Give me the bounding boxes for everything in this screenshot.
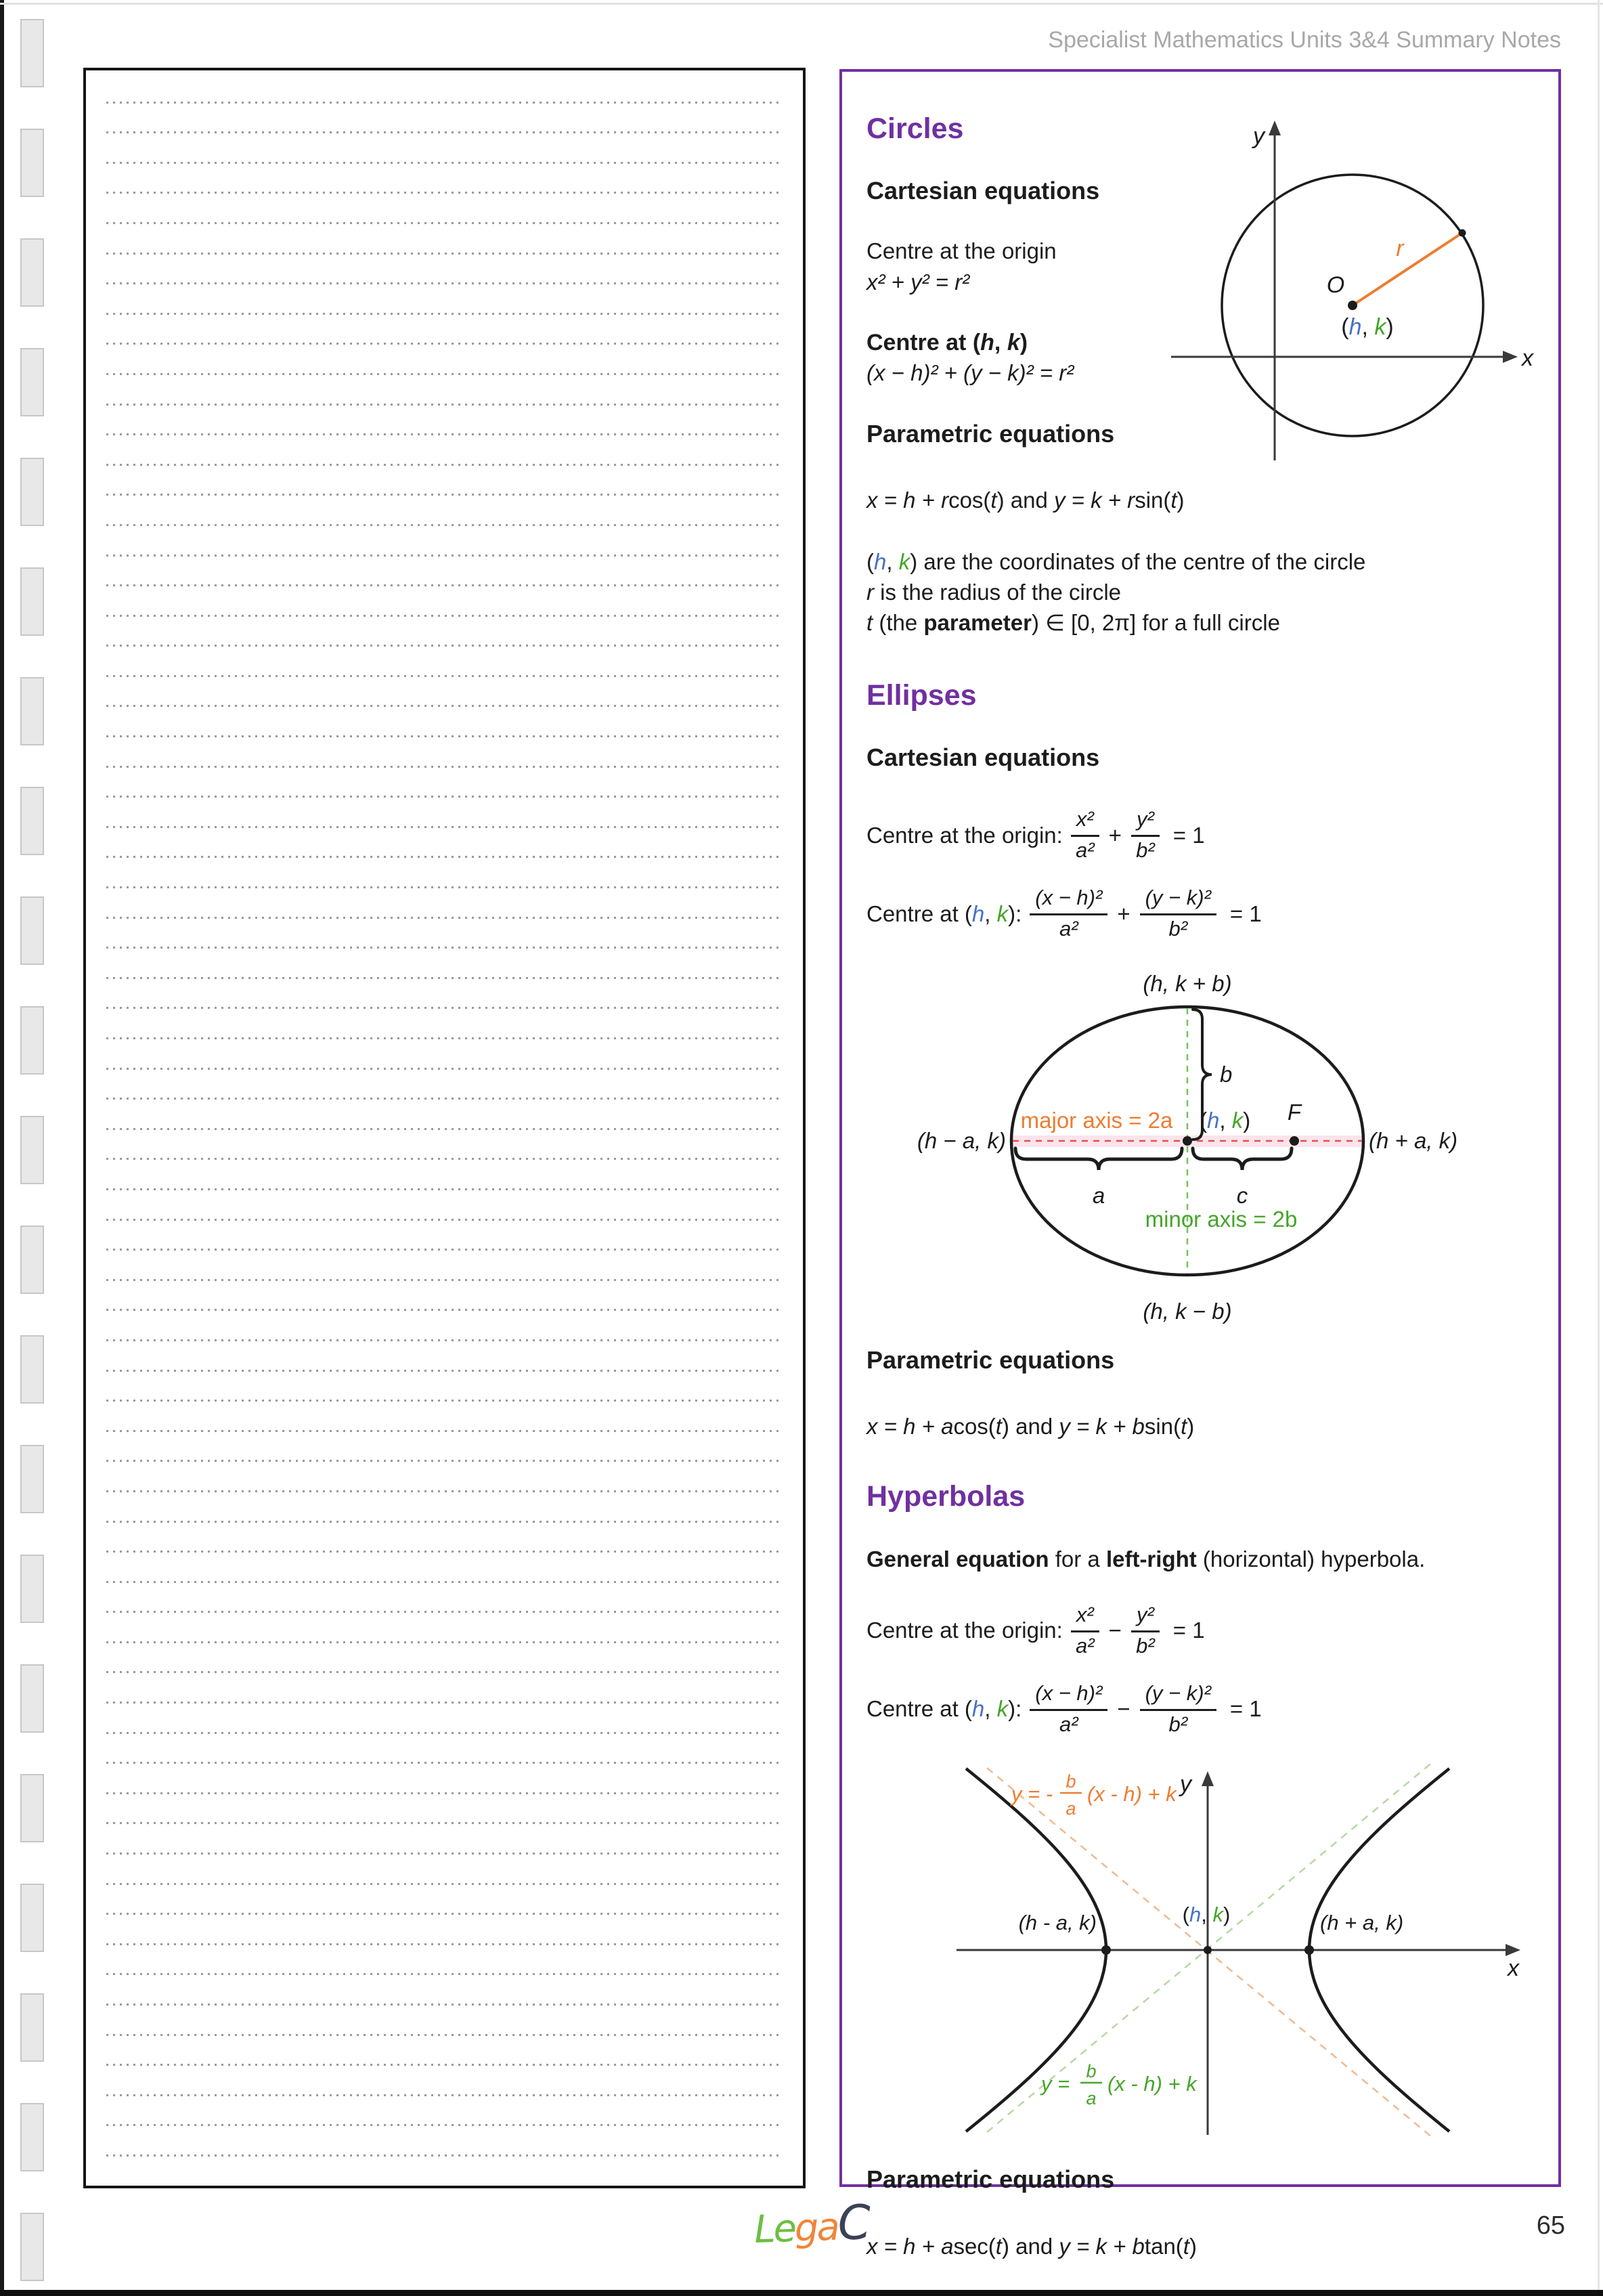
binder-tab: [20, 1335, 44, 1404]
note-line: [106, 1341, 783, 1372]
eq-segment: ) ∈ [0, 2π] for a full circle: [1031, 609, 1280, 635]
circle-origin-label: O: [1326, 272, 1345, 298]
page-bottom-edge: [0, 2290, 1603, 2296]
binder-tab: [20, 1993, 44, 2062]
svg-text:(x - h) + k: (x - h) + k: [1107, 2072, 1197, 2096]
note-line: [106, 586, 783, 617]
hyperbolas-parametric-heading: Parametric equations: [866, 2165, 1115, 2194]
eq-segment: left-right: [1105, 1546, 1197, 1572]
eq-segment: y = k + b: [1059, 2233, 1145, 2259]
note-line: [106, 1190, 783, 1221]
hyperbola-y-axis-label: y: [1180, 1771, 1191, 1798]
ellipse-origin-equation: [866, 796, 1534, 875]
note-line: [106, 919, 783, 949]
hyperbola-centre-equation: [866, 1670, 1534, 1748]
circles-note-t: [866, 608, 1534, 638]
note-line: [106, 1975, 783, 2006]
eq-segment: ) and: [1001, 2233, 1059, 2259]
note-line: [106, 737, 783, 768]
eq-segment: ,: [994, 330, 1007, 356]
minor-axis-label: minor axis = 2b: [1145, 1206, 1298, 1232]
circles-origin-label: Centre at the origin: [866, 238, 1057, 263]
binder-tab: [20, 19, 44, 87]
ellipses-parametric-equation: [866, 1412, 1534, 1442]
circles-cartesian-heading: Cartesian equations: [866, 177, 1100, 205]
note-line: [106, 194, 783, 224]
eq-prefix: [866, 1696, 1022, 1722]
note-line: [106, 647, 783, 677]
ellipses-parametric-heading: Parametric equations: [866, 1345, 1115, 1374]
eq-segment: cos(: [948, 488, 991, 513]
note-line: [106, 1311, 783, 1341]
note-line: [106, 1643, 783, 1674]
a-label: a: [1092, 1182, 1105, 1208]
note-line: [106, 1824, 783, 1855]
section-hyperbolas: [866, 1480, 1534, 2262]
note-line: [106, 2036, 783, 2066]
hyperbola-x-arrow: [1506, 1944, 1520, 1956]
note-line: [106, 1160, 783, 1190]
circle-radius-dot: [1459, 230, 1466, 237]
eq-segment: x² + y² = r²: [866, 269, 970, 295]
eq-segment: ,: [984, 1696, 997, 1722]
note-line: [106, 1794, 783, 1825]
eq-segment: (x − h)² + (y − k)² = r²: [866, 360, 1074, 386]
binder-tab: [20, 2213, 44, 2281]
eq-segment: (: [866, 549, 874, 575]
note-line: [106, 1492, 783, 1523]
eq-segment: ): [1189, 2233, 1197, 2259]
eq-rhs: = 1: [1172, 822, 1205, 848]
note-line: [106, 1945, 783, 1976]
note-line: [106, 1462, 783, 1492]
note-line: [106, 677, 783, 708]
eq-segment: Centre at (: [866, 901, 972, 926]
circles-notes: [866, 547, 1534, 638]
binder-tab: [20, 129, 44, 197]
circle-radius-label: r: [1396, 236, 1404, 261]
page-top-edge: [0, 3, 1603, 5]
circle-centre-dot: [1348, 301, 1357, 310]
circle-x-axis-label: x: [1522, 345, 1533, 371]
binder-tab: [20, 1884, 44, 1952]
eq-segment: t: [995, 2233, 1002, 2259]
note-line: [106, 1251, 783, 1281]
eq-prefix: [866, 823, 1063, 848]
ellipse-top-label: (h, k + b): [1143, 970, 1232, 996]
eq-segment: tan(: [1144, 2233, 1183, 2259]
svg-text:y = -: y = -: [1011, 1782, 1053, 1806]
note-line: [106, 1372, 783, 1402]
note-line: [106, 345, 783, 375]
note-line: [106, 1100, 783, 1130]
note-line: [106, 798, 783, 828]
eq-rhs: = 1: [1229, 901, 1262, 926]
binder-tab: [20, 1006, 44, 1075]
svg-text:a: a: [1086, 2088, 1097, 2109]
circles-note-r: [866, 578, 1534, 608]
page-left-edge: [0, 0, 4, 2296]
note-line: [106, 496, 783, 526]
eq-operator: −: [1108, 1618, 1122, 1643]
ellipse-centre-equation: [866, 875, 1534, 953]
eq-segment: Centre at (: [866, 330, 981, 356]
page-number: 65: [1536, 2211, 1565, 2240]
circle-y-arrow: [1269, 121, 1281, 135]
eq-segment: k: [898, 549, 910, 575]
note-line: [106, 255, 783, 285]
hyperbolas-heading: Hyperbolas: [866, 1479, 1026, 1513]
eq-segment: ) and: [1001, 1414, 1059, 1439]
eq-segment: is the radius of the circle: [874, 580, 1121, 605]
hyperbola-centre-label: (h, k): [1182, 1903, 1231, 1927]
circle-y-axis-label: y: [1253, 123, 1265, 149]
binder-tab: [20, 1116, 44, 1184]
eq-segment: k: [996, 1696, 1009, 1722]
eq-segment: ) and: [996, 488, 1054, 513]
c-label: c: [1236, 1182, 1248, 1208]
svg-text:b: b: [1086, 2061, 1097, 2082]
note-line: [106, 888, 783, 919]
notes-box: [83, 68, 806, 2188]
eq-segment: ): [1187, 1414, 1195, 1439]
notes-lines: [106, 73, 783, 2157]
eq-segment: ): [1019, 330, 1028, 356]
ellipse-diagram: [896, 970, 1492, 1328]
page-right-edge: [1598, 0, 1600, 2296]
b-label: b: [1220, 1061, 1233, 1087]
eq-segment: (the: [873, 609, 924, 635]
note-line: [106, 1855, 783, 1885]
fraction: $\frac{\text{(y − k)²}}{\text{b²}}$: [1140, 886, 1216, 940]
eq-segment: sin(: [1144, 1414, 1181, 1439]
svg-text:b: b: [1066, 1771, 1076, 1792]
circles-parametric-equation: [866, 485, 1534, 516]
circles-parametric-heading: Parametric equations: [866, 419, 1115, 448]
legac-logo: LegaC: [753, 2194, 870, 2252]
note-line: [106, 1734, 783, 1764]
eq-segment: ,: [984, 901, 997, 926]
eq-segment: k: [996, 901, 1009, 926]
note-line: [106, 949, 783, 979]
eq-segment: ,: [886, 549, 899, 575]
asymptote-negative-label: [1010, 1771, 1177, 1819]
note-line: [106, 1039, 783, 1070]
section-circles: [866, 112, 1534, 638]
note-line: [106, 1009, 783, 1039]
eq-segment: h: [874, 549, 887, 575]
eq-segment: h: [971, 1696, 985, 1722]
fraction: $\frac{\text{y²}}{\text{b²}}$: [1131, 808, 1160, 862]
note-line: [106, 1130, 783, 1161]
fraction: $\frac{\text{x²}}{\text{a²}}$: [1071, 808, 1099, 862]
eq-rhs: = 1: [1172, 1618, 1205, 1643]
note-line: [106, 1885, 783, 1915]
section-ellipses: [866, 679, 1534, 1442]
eq-segment: ): [1177, 488, 1185, 513]
eq-segment: k: [1007, 330, 1020, 356]
eq-operator: +: [1117, 901, 1130, 926]
binder-tab: [20, 1226, 44, 1294]
eq-segment: x = h + r: [866, 488, 949, 513]
binder-tab: [20, 348, 44, 416]
eq-rhs: = 1: [1229, 1696, 1262, 1722]
note-line: [106, 375, 783, 406]
svg-text:(x - h) + k: (x - h) + k: [1087, 1782, 1177, 1806]
eq-segment: x = h + a: [866, 2233, 954, 2259]
circle-centre-coord-label: (h, k): [1341, 314, 1394, 340]
binder-tab: [20, 1664, 44, 1733]
note-line: [106, 133, 783, 164]
note-line: [106, 1221, 783, 1251]
eq-segment: h: [980, 330, 994, 356]
eq-segment: t: [1170, 488, 1177, 513]
note-line: [106, 73, 783, 104]
note-line: [106, 284, 783, 315]
binder-tab: [20, 677, 44, 745]
note-line: [106, 406, 783, 436]
note-line: [106, 1583, 783, 1613]
eq-segment: r: [866, 580, 874, 605]
fraction: $\frac{\text{(x − h)²}}{\text{a²}}$: [1030, 886, 1107, 940]
note-line: [106, 2126, 783, 2157]
binder-tab: [20, 1445, 44, 1513]
eq-segment: cos(: [953, 1414, 996, 1439]
page-header: Specialist Mathematics Units 3&4 Summary Notes: [1048, 27, 1561, 53]
binder-tab: [20, 458, 44, 526]
fraction: $\frac{\text{(x − h)²}}{\text{a²}}$: [1030, 1682, 1107, 1736]
eq-segment: Centre at the origin:: [866, 1618, 1063, 1643]
note-line: [106, 2066, 783, 2096]
hyperbola-origin-equation: [866, 1591, 1534, 1670]
fraction: $\frac{\text{x²}}{\text{a²}}$: [1071, 1603, 1099, 1658]
note-line: [106, 1673, 783, 1704]
note-line: [106, 1523, 783, 1553]
eq-segment: t: [995, 1414, 1002, 1439]
eq-segment: h: [971, 901, 985, 926]
eq-segment: y = k + r: [1053, 488, 1135, 513]
ellipse-right-label: (h + a, k): [1369, 1127, 1458, 1153]
hyperbola-right-vertex-dot: [1304, 1945, 1314, 1955]
note-line: [106, 315, 783, 345]
eq-segment: sec(: [953, 2233, 996, 2259]
a-brace: [1015, 1148, 1182, 1170]
note-line: [106, 1402, 783, 1432]
hyperbola-right-vertex-label: (h + a, k): [1320, 1911, 1404, 1935]
eq-segment: t: [990, 488, 997, 513]
eq-segment: t: [1181, 1414, 1187, 1439]
eq-segment: ) are the coordinates of the centre of the circle: [910, 549, 1366, 575]
note-line: [106, 828, 783, 859]
eq-operator: +: [1108, 822, 1122, 848]
note-line: [106, 1070, 783, 1100]
binder-tab: [20, 787, 44, 855]
hyperbolas-parametric-equation: [866, 2232, 1534, 2262]
eq-segment: ):: [1008, 901, 1022, 926]
note-line: [106, 2096, 783, 2127]
ellipse-centre-coord-label: (h, k): [1200, 1107, 1251, 1133]
note-line: [106, 768, 783, 798]
binder-tab: [20, 1555, 44, 1623]
hyperbola-left-vertex-dot: [1101, 1945, 1111, 1955]
eq-prefix: [866, 901, 1022, 927]
ellipse-focus-dot: [1290, 1136, 1299, 1146]
eq-segment: y = k + b: [1059, 1414, 1145, 1439]
circles-heading: Circles: [866, 112, 964, 145]
eq-segment: for a: [1049, 1546, 1106, 1572]
ellipses-cartesian-heading: Cartesian equations: [866, 743, 1100, 772]
note-line: [106, 435, 783, 466]
eq-segment: Centre at (: [866, 1696, 972, 1722]
binder-tab: [20, 896, 44, 965]
binder-tab: [20, 567, 44, 636]
c-brace: [1193, 1148, 1292, 1170]
circle-x-arrow: [1503, 351, 1518, 363]
eq-operator: −: [1117, 1696, 1130, 1722]
eq-segment: parameter: [923, 609, 1032, 635]
note-line: [106, 557, 783, 587]
eq-segment: t: [1183, 2233, 1189, 2259]
note-line: [106, 466, 783, 496]
hyperbola-x-axis-label: x: [1508, 1955, 1519, 1982]
note-line: [106, 526, 783, 557]
eq-prefix: [866, 1618, 1063, 1643]
eq-segment: Centre at the origin:: [866, 822, 1063, 848]
hyperbola-centre-dot: [1204, 1946, 1212, 1954]
circles-note-hk: [866, 547, 1534, 578]
ellipse-left-label: (h − a, k): [917, 1127, 1006, 1153]
note-line: [106, 1704, 783, 1734]
major-axis-label: major axis = 2a: [1020, 1107, 1173, 1133]
note-line: [106, 2006, 783, 2036]
hyperbolas-intro: [866, 1544, 1534, 1575]
hyperbola-left-vertex-label: (h - a, k): [1018, 1911, 1097, 1935]
hyperbola-diagram: [946, 1759, 1542, 2138]
binder-tab: [20, 1774, 44, 1842]
eq-segment: x = h + a: [866, 1414, 954, 1439]
fraction: $\frac{\text{(y − k)²}}{\text{b²}}$: [1140, 1682, 1216, 1736]
note-line: [106, 1432, 783, 1463]
eq-segment: (horizontal) hyperbola.: [1196, 1546, 1426, 1572]
note-line: [106, 1915, 783, 1945]
eq-segment: t: [866, 609, 873, 635]
fraction: $\frac{\text{y²}}{\text{b²}}$: [1131, 1603, 1160, 1658]
note-line: [106, 1613, 783, 1643]
circle-radius-line: [1353, 233, 1462, 305]
note-line: [106, 858, 783, 888]
binder-tab: [20, 2103, 44, 2171]
note-line: [106, 979, 783, 1010]
eq-segment: sin(: [1135, 488, 1171, 513]
circle-diagram: [1144, 108, 1537, 460]
note-line: [106, 104, 783, 134]
note-line: [106, 617, 783, 647]
note-line: [106, 224, 783, 255]
eq-segment: ):: [1008, 1696, 1022, 1722]
note-line: [106, 707, 783, 737]
svg-text:y =: y =: [1041, 2072, 1070, 2096]
eq-segment: General equation: [866, 1546, 1049, 1572]
ellipse-centre-dot: [1183, 1136, 1192, 1146]
focus-label: F: [1287, 1099, 1302, 1125]
ellipses-heading: Ellipses: [866, 678, 977, 712]
ellipse-bottom-label: (h, k − b): [1143, 1298, 1232, 1324]
binder-tab: [20, 238, 44, 307]
note-line: [106, 164, 783, 194]
hyperbola-y-arrow: [1202, 1771, 1214, 1786]
note-line: [106, 1764, 783, 1794]
svg-text:a: a: [1066, 1798, 1076, 1819]
note-line: [106, 1281, 783, 1312]
note-line: [106, 1553, 783, 1583]
